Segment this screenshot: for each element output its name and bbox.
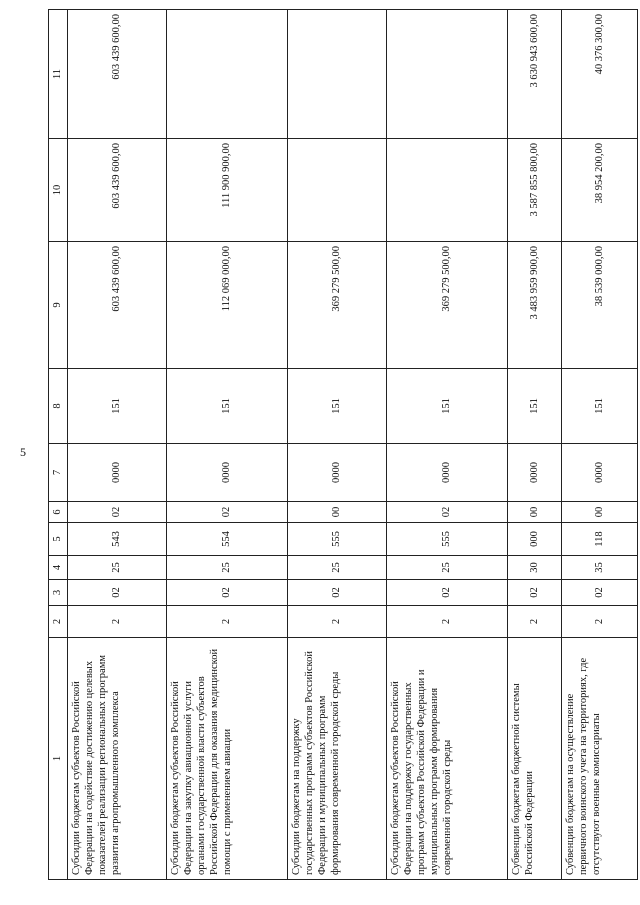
cell-c11	[288, 10, 387, 139]
cell-c6: 00	[561, 502, 637, 523]
cell-c9: 369 279 500,00	[288, 242, 387, 369]
cell-c11	[386, 10, 507, 139]
cell-c2: 2	[386, 606, 507, 638]
column-header: 5	[49, 523, 68, 556]
cell-c5: 555	[288, 523, 387, 556]
cell-c2: 2	[68, 606, 167, 638]
cell-c2: 2	[166, 606, 287, 638]
cell-c9: 38 539 000,00	[561, 242, 637, 369]
cell-c5: 118	[561, 523, 637, 556]
cell-c3: 02	[68, 580, 167, 606]
column-header: 1	[49, 638, 68, 880]
table-row	[166, 10, 287, 880]
row-name: Субсидии бюджетам субъектов Российской Федерации на закупку авиационной услуги органами государственной власти субъектов Российской Федерации для оказания медицинской помощи с применением авиации	[166, 638, 287, 880]
cell-c7: 0000	[386, 444, 507, 502]
row-name: Субвенции бюджетам на осуществление первичного воинского учета на территориях, где отсутствуют военные комиссариаты	[561, 638, 637, 880]
row-name: Субсидии бюджетам на поддержку государственных программ субъектов Российской Федерации и муниципальных программ формирования современной городской среды	[288, 638, 387, 880]
budget-table	[48, 9, 638, 880]
cell-c10	[288, 139, 387, 242]
cell-c11: 603 439 600,00	[68, 10, 167, 139]
table-row	[386, 10, 507, 880]
cell-c9: 112 069 000,00	[166, 242, 287, 369]
cell-c2: 2	[561, 606, 637, 638]
table-row	[508, 10, 562, 880]
cell-c10: 38 954 200,00	[561, 139, 637, 242]
cell-c4: 25	[166, 556, 287, 580]
cell-c9: 369 279 500,00	[386, 242, 507, 369]
table-row	[68, 10, 167, 880]
cell-c10: 3 587 855 800,00	[508, 139, 562, 242]
cell-c5: 554	[166, 523, 287, 556]
cell-c8: 151	[68, 369, 167, 444]
cell-c3: 02	[166, 580, 287, 606]
cell-c7: 0000	[166, 444, 287, 502]
row-name: Субвенции бюджетам бюджетной системы Российской Федерации	[508, 638, 562, 880]
cell-c7: 0000	[561, 444, 637, 502]
cell-c4: 25	[386, 556, 507, 580]
cell-c7: 0000	[508, 444, 562, 502]
column-number-row	[49, 10, 68, 880]
cell-c6: 00	[508, 502, 562, 523]
cell-c5: 543	[68, 523, 167, 556]
row-name: Субсидии бюджетам субъектов Российской Федерации на содействие достижению целевых показателей реализации региональных программ развития агропромышленного комплекса	[68, 638, 167, 880]
cell-c2: 2	[508, 606, 562, 638]
cell-c11: 40 376 300,00	[561, 10, 637, 139]
cell-c6: 02	[386, 502, 507, 523]
rotated-table-area	[48, 10, 638, 880]
column-header: 6	[49, 502, 68, 523]
column-header: 8	[49, 369, 68, 444]
cell-c5: 000	[508, 523, 562, 556]
cell-c8: 151	[288, 369, 387, 444]
cell-c4: 25	[288, 556, 387, 580]
cell-c10: 111 900 900,00	[166, 139, 287, 242]
table-frame	[48, 10, 638, 880]
cell-c10	[386, 139, 507, 242]
cell-c7: 0000	[68, 444, 167, 502]
cell-c4: 25	[68, 556, 167, 580]
cell-c10: 603 439 600,00	[68, 139, 167, 242]
column-header: 9	[49, 242, 68, 369]
column-header: 3	[49, 580, 68, 606]
row-name: Субсидии бюджетам субъектов Российской Федерации на поддержку государственных программ субъектов Российской Федерации и муниципальных программ формирования современной городской среды	[386, 638, 507, 880]
cell-c3: 02	[288, 580, 387, 606]
cell-c8: 151	[508, 369, 562, 444]
cell-c9: 3 483 959 900,00	[508, 242, 562, 369]
column-header: 11	[49, 10, 68, 139]
cell-c9: 603 439 600,00	[68, 242, 167, 369]
cell-c3: 02	[508, 580, 562, 606]
column-header: 7	[49, 444, 68, 502]
cell-c11	[166, 10, 287, 139]
cell-c5: 555	[386, 523, 507, 556]
table-row	[288, 10, 387, 880]
cell-c7: 0000	[288, 444, 387, 502]
table-row	[561, 10, 637, 880]
cell-c11: 3 630 943 600,00	[508, 10, 562, 139]
column-header: 2	[49, 606, 68, 638]
column-header: 4	[49, 556, 68, 580]
cell-c6: 02	[166, 502, 287, 523]
cell-c3: 02	[561, 580, 637, 606]
cell-c8: 151	[386, 369, 507, 444]
cell-c6: 00	[288, 502, 387, 523]
cell-c3: 02	[386, 580, 507, 606]
cell-c8: 151	[561, 369, 637, 444]
column-header: 10	[49, 139, 68, 242]
cell-c2: 2	[288, 606, 387, 638]
cell-c6: 02	[68, 502, 167, 523]
cell-c8: 151	[166, 369, 287, 444]
cell-c4: 35	[561, 556, 637, 580]
page-number: 5	[20, 445, 26, 459]
cell-c4: 30	[508, 556, 562, 580]
